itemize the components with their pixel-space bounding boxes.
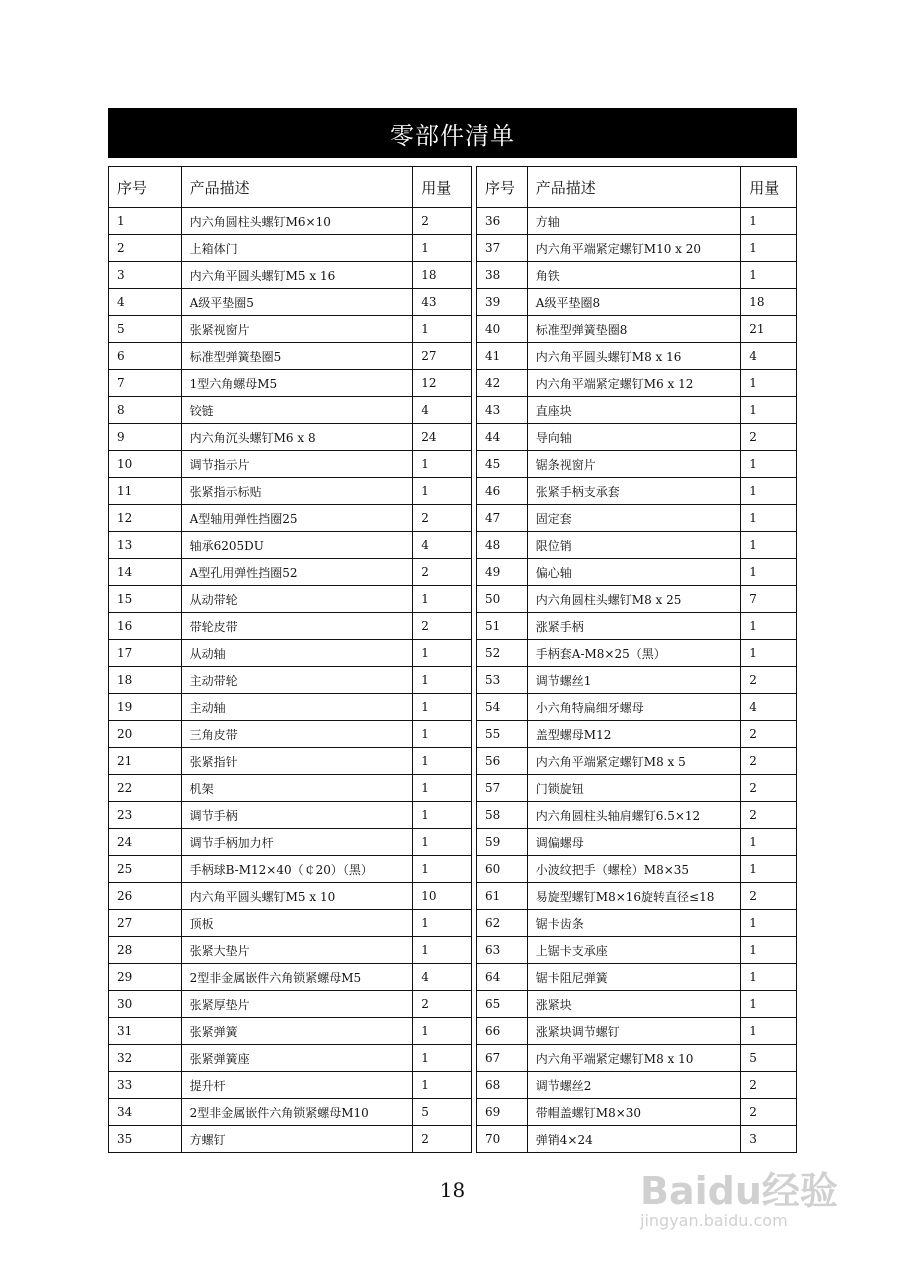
cell-desc: 2型非金属嵌件六角锁紧螺母M5 xyxy=(181,964,413,991)
cell-desc: A型轴用弹性挡圈25 xyxy=(181,505,413,532)
table-row xyxy=(477,451,797,478)
table-row xyxy=(109,640,472,667)
cell-desc: 带帽盖螺钉M8×30 xyxy=(527,1099,741,1126)
cell-no: 28 xyxy=(109,937,182,964)
table-row xyxy=(109,1126,472,1153)
cell-desc: 张紧指示标贴 xyxy=(181,478,413,505)
cell-desc: 弹销4×24 xyxy=(527,1126,741,1153)
cell-desc: 内六角圆柱头螺钉M6×10 xyxy=(181,208,413,235)
cell-qty: 2 xyxy=(741,883,797,910)
table-row xyxy=(109,1099,472,1126)
table-row xyxy=(109,721,472,748)
table-row xyxy=(109,343,472,370)
table-row xyxy=(477,964,797,991)
cell-no: 34 xyxy=(109,1099,182,1126)
cell-qty: 1 xyxy=(413,721,472,748)
cell-qty: 2 xyxy=(741,667,797,694)
cell-desc: 固定套 xyxy=(527,505,741,532)
cell-qty: 1 xyxy=(741,208,797,235)
table-row xyxy=(109,694,472,721)
cell-desc: 导向轴 xyxy=(527,424,741,451)
cell-qty: 1 xyxy=(413,937,472,964)
cell-qty: 1 xyxy=(413,856,472,883)
watermark-logo xyxy=(640,1160,838,1230)
table-row xyxy=(477,1099,797,1126)
cell-desc: 调节螺丝2 xyxy=(527,1072,741,1099)
cell-qty: 21 xyxy=(741,316,797,343)
cell-qty: 1 xyxy=(741,505,797,532)
cell-qty: 1 xyxy=(741,451,797,478)
table-row xyxy=(109,667,472,694)
table-row xyxy=(109,748,472,775)
cell-qty: 1 xyxy=(741,829,797,856)
cell-desc: 从动带轮 xyxy=(181,586,413,613)
table-row xyxy=(477,910,797,937)
header-no: 序号 xyxy=(477,167,528,208)
cell-qty: 1 xyxy=(413,748,472,775)
cell-desc: A级平垫圈5 xyxy=(181,289,413,316)
cell-no: 23 xyxy=(109,802,182,829)
cell-no: 25 xyxy=(109,856,182,883)
cell-no: 20 xyxy=(109,721,182,748)
cell-desc: 张紧厚垫片 xyxy=(181,991,413,1018)
cell-desc: 偏心轴 xyxy=(527,559,741,586)
cell-qty: 1 xyxy=(413,586,472,613)
table-row xyxy=(477,370,797,397)
cell-desc: 张紧大垫片 xyxy=(181,937,413,964)
cell-desc: 张紧指针 xyxy=(181,748,413,775)
cell-desc: 调节手柄 xyxy=(181,802,413,829)
cell-desc: 调节指示片 xyxy=(181,451,413,478)
table-row xyxy=(109,424,472,451)
table-row xyxy=(109,586,472,613)
cell-qty: 18 xyxy=(741,289,797,316)
parts-table-left xyxy=(108,166,472,1153)
cell-qty: 1 xyxy=(741,370,797,397)
cell-no: 53 xyxy=(477,667,528,694)
table-row xyxy=(477,694,797,721)
cell-no: 39 xyxy=(477,289,528,316)
cell-no: 36 xyxy=(477,208,528,235)
cell-qty: 2 xyxy=(413,1126,472,1153)
table-row xyxy=(109,910,472,937)
cell-no: 55 xyxy=(477,721,528,748)
cell-no: 59 xyxy=(477,829,528,856)
cell-qty: 2 xyxy=(413,991,472,1018)
cell-no: 37 xyxy=(477,235,528,262)
cell-desc: 内六角平端紧定螺钉M10 x 20 xyxy=(527,235,741,262)
table-row xyxy=(477,721,797,748)
cell-no: 24 xyxy=(109,829,182,856)
cell-no: 49 xyxy=(477,559,528,586)
cell-desc: 内六角圆柱头轴肩螺钉6.5×12 xyxy=(527,802,741,829)
table-row xyxy=(109,937,472,964)
cell-desc: A级平垫圈8 xyxy=(527,289,741,316)
cell-no: 43 xyxy=(477,397,528,424)
cell-no: 64 xyxy=(477,964,528,991)
table-row xyxy=(477,937,797,964)
cell-desc: 带轮皮带 xyxy=(181,613,413,640)
cell-no: 58 xyxy=(477,802,528,829)
cell-desc: 张紧手柄支承套 xyxy=(527,478,741,505)
cell-no: 63 xyxy=(477,937,528,964)
cell-qty: 1 xyxy=(413,1072,472,1099)
cell-desc: 调偏螺母 xyxy=(527,829,741,856)
table-row xyxy=(109,829,472,856)
cell-qty: 2 xyxy=(413,559,472,586)
cell-qty: 4 xyxy=(413,397,472,424)
table-row xyxy=(477,748,797,775)
cell-qty: 1 xyxy=(741,937,797,964)
page-title: 零部件清单 xyxy=(108,108,797,158)
table-row xyxy=(109,505,472,532)
cell-desc: 张紧弹簧座 xyxy=(181,1045,413,1072)
cell-no: 60 xyxy=(477,856,528,883)
table-row xyxy=(477,856,797,883)
table-row xyxy=(477,262,797,289)
cell-no: 50 xyxy=(477,586,528,613)
cell-desc: 内六角平端紧定螺钉M8 x 10 xyxy=(527,1045,741,1072)
table-row xyxy=(109,235,472,262)
table-row xyxy=(477,478,797,505)
cell-no: 57 xyxy=(477,775,528,802)
cell-desc: 锯条视窗片 xyxy=(527,451,741,478)
cell-desc: 张紧视窗片 xyxy=(181,316,413,343)
table-row xyxy=(109,208,472,235)
cell-desc: 涨紧块调节螺钉 xyxy=(527,1018,741,1045)
cell-qty: 1 xyxy=(741,397,797,424)
table-row xyxy=(109,991,472,1018)
cell-desc: 标准型弹簧垫圈5 xyxy=(181,343,413,370)
cell-desc: 锯卡齿条 xyxy=(527,910,741,937)
cell-qty: 1 xyxy=(741,559,797,586)
table-row xyxy=(109,316,472,343)
cell-qty: 1 xyxy=(741,235,797,262)
cell-qty: 1 xyxy=(741,1018,797,1045)
cell-qty: 1 xyxy=(413,829,472,856)
cell-qty: 1 xyxy=(413,1045,472,1072)
cell-no: 14 xyxy=(109,559,182,586)
table-row xyxy=(109,964,472,991)
cell-no: 56 xyxy=(477,748,528,775)
cell-desc: 内六角沉头螺钉M6 x 8 xyxy=(181,424,413,451)
table-row xyxy=(109,370,472,397)
cell-qty: 2 xyxy=(413,613,472,640)
table-row xyxy=(109,451,472,478)
cell-qty: 2 xyxy=(741,721,797,748)
cell-desc: 内六角平圆头螺钉M8 x 16 xyxy=(527,343,741,370)
cell-qty: 1 xyxy=(741,640,797,667)
table-row xyxy=(109,1018,472,1045)
table-row xyxy=(477,775,797,802)
cell-qty: 5 xyxy=(741,1045,797,1072)
table-row xyxy=(109,883,472,910)
cell-desc: 小波纹把手（螺栓）M8×35 xyxy=(527,856,741,883)
cell-desc: 方螺钉 xyxy=(181,1126,413,1153)
table-row xyxy=(109,1072,472,1099)
cell-desc: 手柄套A-M8×25（黑） xyxy=(527,640,741,667)
cell-no: 9 xyxy=(109,424,182,451)
table-row xyxy=(109,1045,472,1072)
cell-no: 8 xyxy=(109,397,182,424)
cell-no: 41 xyxy=(477,343,528,370)
cell-desc: 小六角特扁细牙螺母 xyxy=(527,694,741,721)
cell-no: 66 xyxy=(477,1018,528,1045)
cell-no: 11 xyxy=(109,478,182,505)
cell-qty: 2 xyxy=(741,802,797,829)
cell-qty: 4 xyxy=(741,694,797,721)
table-row xyxy=(109,802,472,829)
table-row xyxy=(477,316,797,343)
cell-desc: 1型六角螺母M5 xyxy=(181,370,413,397)
cell-no: 70 xyxy=(477,1126,528,1153)
cell-no: 22 xyxy=(109,775,182,802)
cell-no: 31 xyxy=(109,1018,182,1045)
cell-desc: 手柄球B-M12×40（￠20）（黑） xyxy=(181,856,413,883)
cell-qty: 12 xyxy=(413,370,472,397)
table-row xyxy=(477,505,797,532)
cell-qty: 43 xyxy=(413,289,472,316)
cell-desc: A型孔用弹性挡圈52 xyxy=(181,559,413,586)
cell-no: 2 xyxy=(109,235,182,262)
cell-no: 51 xyxy=(477,613,528,640)
cell-qty: 1 xyxy=(741,856,797,883)
parts-table-right xyxy=(476,166,797,1153)
cell-desc: 从动轴 xyxy=(181,640,413,667)
table-header-row xyxy=(477,167,797,208)
cell-no: 27 xyxy=(109,910,182,937)
table-row xyxy=(109,262,472,289)
header-qty: 用量 xyxy=(413,167,472,208)
cell-qty: 1 xyxy=(413,1018,472,1045)
cell-desc: 机架 xyxy=(181,775,413,802)
cell-no: 5 xyxy=(109,316,182,343)
cell-desc: 提升杆 xyxy=(181,1072,413,1099)
table-row xyxy=(477,829,797,856)
cell-no: 52 xyxy=(477,640,528,667)
cell-desc: 内六角圆柱头螺钉M8 x 25 xyxy=(527,586,741,613)
cell-no: 65 xyxy=(477,991,528,1018)
header-desc: 产品描述 xyxy=(181,167,413,208)
table-row xyxy=(477,802,797,829)
cell-no: 26 xyxy=(109,883,182,910)
cell-no: 47 xyxy=(477,505,528,532)
table-row xyxy=(109,397,472,424)
watermark-url: jingyan.baidu.com xyxy=(640,1211,788,1230)
table-row xyxy=(477,883,797,910)
cell-no: 40 xyxy=(477,316,528,343)
table-row xyxy=(477,1018,797,1045)
cell-no: 38 xyxy=(477,262,528,289)
cell-desc: 方轴 xyxy=(527,208,741,235)
page-number: 18 xyxy=(439,1178,466,1202)
cell-qty: 18 xyxy=(413,262,472,289)
cell-qty: 1 xyxy=(413,802,472,829)
cell-qty: 1 xyxy=(741,262,797,289)
cell-qty: 24 xyxy=(413,424,472,451)
table-row xyxy=(477,343,797,370)
cell-qty: 1 xyxy=(413,640,472,667)
table-row xyxy=(477,640,797,667)
watermark-logo-text: Baidu经验 xyxy=(640,1169,838,1213)
table-row xyxy=(477,397,797,424)
cell-desc: 顶板 xyxy=(181,910,413,937)
cell-no: 17 xyxy=(109,640,182,667)
cell-no: 45 xyxy=(477,451,528,478)
cell-desc: 涨紧块 xyxy=(527,991,741,1018)
table-row xyxy=(477,559,797,586)
cell-desc: 门锁旋钮 xyxy=(527,775,741,802)
table-row xyxy=(477,235,797,262)
cell-no: 19 xyxy=(109,694,182,721)
cell-desc: 上锯卡支承座 xyxy=(527,937,741,964)
table-row xyxy=(477,424,797,451)
cell-qty: 1 xyxy=(413,478,472,505)
cell-no: 29 xyxy=(109,964,182,991)
cell-qty: 2 xyxy=(741,424,797,451)
table-row xyxy=(477,1126,797,1153)
table-row xyxy=(477,586,797,613)
cell-desc: 2型非金属嵌件六角锁紧螺母M10 xyxy=(181,1099,413,1126)
table-row xyxy=(477,667,797,694)
cell-desc: 标准型弹簧垫圈8 xyxy=(527,316,741,343)
cell-desc: 锯卡阻尼弹簧 xyxy=(527,964,741,991)
table-row xyxy=(477,289,797,316)
table-row xyxy=(109,532,472,559)
cell-qty: 1 xyxy=(741,910,797,937)
cell-desc: 内六角平圆头螺钉M5 x 10 xyxy=(181,883,413,910)
cell-desc: 易旋型螺钉M8×16旋转直径≤18 xyxy=(527,883,741,910)
cell-no: 18 xyxy=(109,667,182,694)
cell-qty: 27 xyxy=(413,343,472,370)
cell-qty: 4 xyxy=(413,964,472,991)
cell-desc: 内六角平端紧定螺钉M6 x 12 xyxy=(527,370,741,397)
cell-desc: 三角皮带 xyxy=(181,721,413,748)
cell-qty: 2 xyxy=(741,1072,797,1099)
cell-qty: 2 xyxy=(413,208,472,235)
cell-desc: 盖型螺母M12 xyxy=(527,721,741,748)
cell-qty: 1 xyxy=(741,964,797,991)
table-row xyxy=(109,559,472,586)
cell-qty: 2 xyxy=(741,748,797,775)
cell-no: 1 xyxy=(109,208,182,235)
cell-no: 32 xyxy=(109,1045,182,1072)
cell-no: 48 xyxy=(477,532,528,559)
cell-desc: 内六角平圆头螺钉M5 x 16 xyxy=(181,262,413,289)
cell-qty: 1 xyxy=(413,235,472,262)
cell-qty: 1 xyxy=(741,478,797,505)
cell-qty: 10 xyxy=(413,883,472,910)
cell-qty: 5 xyxy=(413,1099,472,1126)
cell-no: 69 xyxy=(477,1099,528,1126)
cell-no: 16 xyxy=(109,613,182,640)
cell-desc: 主动轴 xyxy=(181,694,413,721)
cell-no: 3 xyxy=(109,262,182,289)
table-row xyxy=(477,1045,797,1072)
cell-no: 7 xyxy=(109,370,182,397)
cell-desc: 张紧弹簧 xyxy=(181,1018,413,1045)
cell-desc: 限位销 xyxy=(527,532,741,559)
cell-qty: 2 xyxy=(741,775,797,802)
table-row xyxy=(109,613,472,640)
cell-desc: 上箱体门 xyxy=(181,235,413,262)
cell-no: 13 xyxy=(109,532,182,559)
table-row xyxy=(477,208,797,235)
cell-no: 15 xyxy=(109,586,182,613)
cell-qty: 1 xyxy=(413,667,472,694)
cell-qty: 7 xyxy=(741,586,797,613)
cell-desc: 主动带轮 xyxy=(181,667,413,694)
cell-qty: 1 xyxy=(413,694,472,721)
header-qty: 用量 xyxy=(741,167,797,208)
cell-no: 12 xyxy=(109,505,182,532)
cell-no: 6 xyxy=(109,343,182,370)
table-row xyxy=(477,532,797,559)
cell-desc: 轴承6205DU xyxy=(181,532,413,559)
cell-no: 67 xyxy=(477,1045,528,1072)
cell-no: 44 xyxy=(477,424,528,451)
cell-no: 4 xyxy=(109,289,182,316)
cell-qty: 1 xyxy=(413,451,472,478)
cell-qty: 1 xyxy=(413,775,472,802)
table-row xyxy=(477,1072,797,1099)
cell-desc: 铰链 xyxy=(181,397,413,424)
table-row xyxy=(109,478,472,505)
cell-no: 61 xyxy=(477,883,528,910)
cell-qty: 1 xyxy=(741,613,797,640)
cell-qty: 1 xyxy=(741,532,797,559)
cell-qty: 1 xyxy=(741,991,797,1018)
header-no: 序号 xyxy=(109,167,182,208)
cell-no: 62 xyxy=(477,910,528,937)
cell-no: 35 xyxy=(109,1126,182,1153)
cell-no: 33 xyxy=(109,1072,182,1099)
table-row xyxy=(109,289,472,316)
cell-desc: 直座块 xyxy=(527,397,741,424)
table-row xyxy=(477,613,797,640)
cell-qty: 4 xyxy=(413,532,472,559)
cell-no: 42 xyxy=(477,370,528,397)
cell-qty: 2 xyxy=(413,505,472,532)
cell-no: 10 xyxy=(109,451,182,478)
cell-desc: 涨紧手柄 xyxy=(527,613,741,640)
table-row xyxy=(477,991,797,1018)
cell-qty: 3 xyxy=(741,1126,797,1153)
cell-qty: 1 xyxy=(413,316,472,343)
cell-desc: 角铁 xyxy=(527,262,741,289)
cell-qty: 1 xyxy=(413,910,472,937)
table-header-row xyxy=(109,167,472,208)
table-row xyxy=(109,775,472,802)
cell-qty: 4 xyxy=(741,343,797,370)
cell-no: 30 xyxy=(109,991,182,1018)
cell-no: 54 xyxy=(477,694,528,721)
cell-desc: 内六角平端紧定螺钉M8 x 5 xyxy=(527,748,741,775)
cell-no: 21 xyxy=(109,748,182,775)
table-row xyxy=(109,856,472,883)
cell-desc: 调节手柄加力杆 xyxy=(181,829,413,856)
cell-no: 46 xyxy=(477,478,528,505)
cell-no: 68 xyxy=(477,1072,528,1099)
header-desc: 产品描述 xyxy=(527,167,741,208)
cell-qty: 2 xyxy=(741,1099,797,1126)
cell-desc: 调节螺丝1 xyxy=(527,667,741,694)
